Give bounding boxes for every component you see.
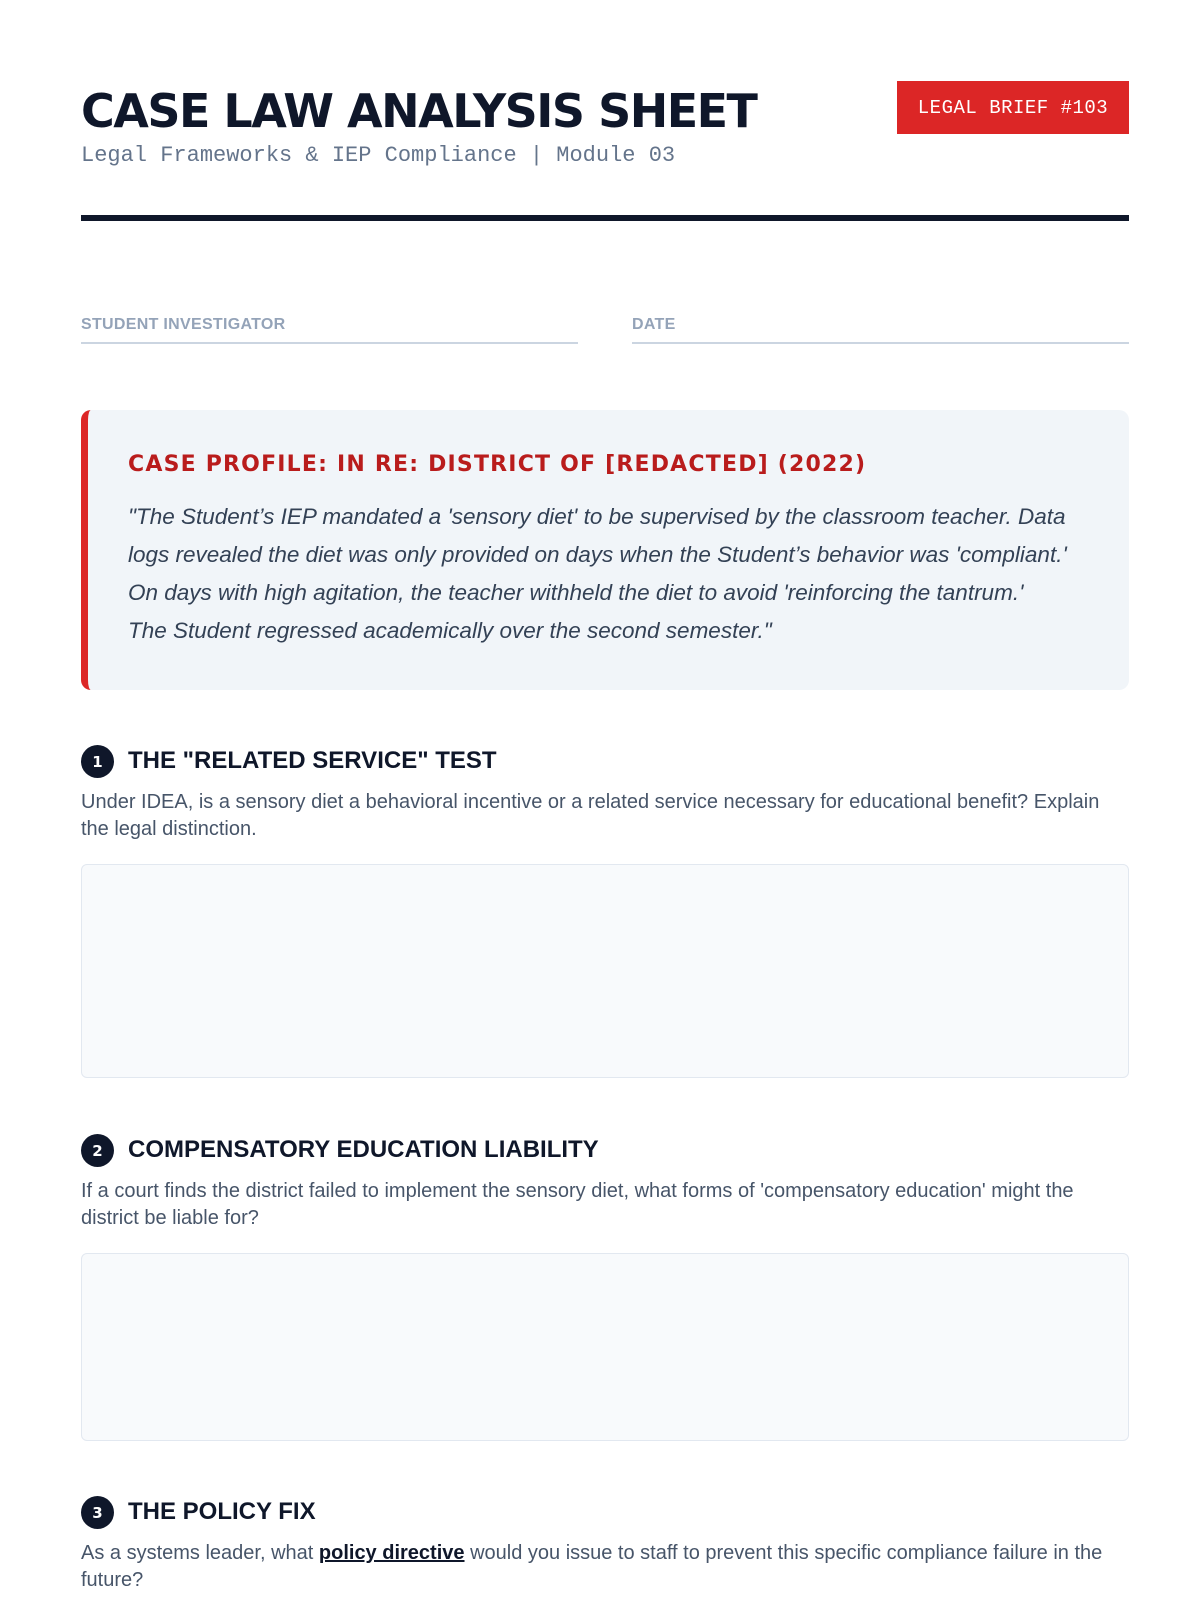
header-divider — [81, 215, 1129, 221]
question-section-3 — [81, 1494, 1129, 1594]
date-label: DATE — [632, 316, 676, 333]
question-prompt-1: Under IDEA, is a sensory diet a behavioral incentive or a related service necessary for educational benefit? Explain the legal distinction. — [81, 791, 1100, 840]
case-profile-quote: "The Student’s IEP mandated a 'sensory diet' to be supervised by the classroom teacher. Data logs revealed the diet was only provided on days when the Student’s behavior was 'compliant.' On days with high agitation, the teacher withheld the diet to avoid 'reinforcing the tantrum.' The Student regressed academically over the second semester." — [128, 504, 1067, 643]
student-investigator-field[interactable] — [81, 316, 578, 344]
case-profile-panel — [81, 410, 1129, 690]
question-title-2: COMPENSATORY EDUCATION LIABILITY — [128, 1136, 599, 1163]
question-number-3: 3 — [81, 1496, 114, 1529]
question-prompt-3-before: As a systems leader, what — [81, 1542, 319, 1564]
page-subtitle: Legal Frameworks & IEP Compliance | Module 03 — [81, 143, 676, 168]
answer-box-2[interactable] — [81, 1253, 1129, 1441]
question-prompt-3-after: would you issue to staff to prevent this specific compliance failure in the future? — [81, 1542, 1103, 1591]
question-title-1: THE "RELATED SERVICE" TEST — [128, 747, 497, 774]
worksheet-page — [81, 0, 1129, 1600]
question-heading-2 — [81, 1132, 1129, 1168]
question-section-2 — [81, 1132, 1129, 1232]
date-field[interactable] — [632, 316, 1129, 344]
question-prompt-3 — [81, 1530, 1129, 1594]
student-investigator-label: STUDENT INVESTIGATOR — [81, 316, 286, 333]
question-heading-3 — [81, 1494, 1129, 1530]
policy-directive-emphasis: policy directive — [318, 1542, 465, 1564]
question-number-1: 1 — [81, 745, 114, 778]
page-title: CASE LAW ANALYSIS SHEET — [81, 84, 757, 138]
question-section-1 — [81, 743, 1129, 843]
question-number-2: 2 — [81, 1134, 114, 1167]
answer-box-1[interactable] — [81, 864, 1129, 1078]
question-title-3: THE POLICY FIX — [128, 1498, 316, 1525]
legal-brief-badge: LEGAL BRIEF #103 — [897, 81, 1129, 134]
question-prompt-2: If a court finds the district failed to implement the sensory diet, what forms of 'compensatory education' might the district be liable for? — [81, 1180, 1074, 1229]
question-heading-1 — [81, 743, 1129, 779]
case-profile-title: CASE PROFILE: IN RE: DISTRICT OF [REDACTED] (2022) — [128, 452, 867, 477]
